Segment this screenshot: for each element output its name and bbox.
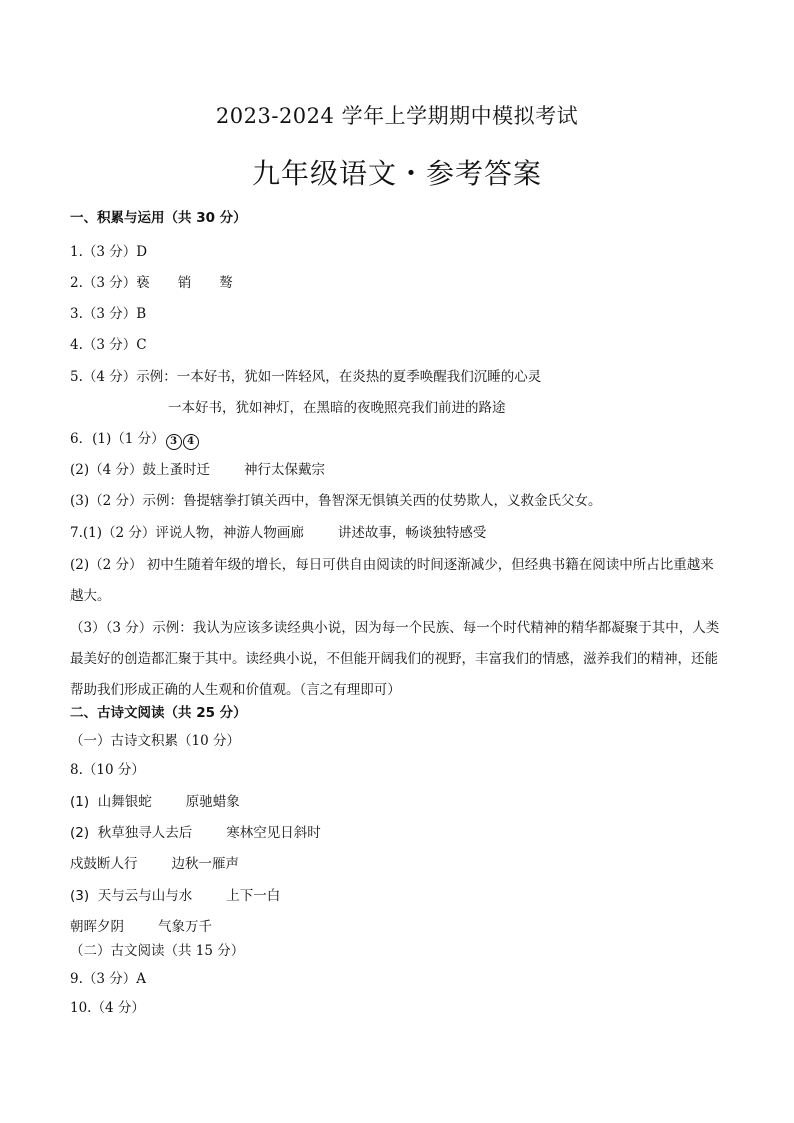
- q8-3: [70, 890, 280, 904]
- q8-1-label: (1): [70, 794, 90, 810]
- q8-1-a: 山舞银蛇: [97, 794, 152, 810]
- q8-1-b: 原驰蜡象: [185, 794, 240, 810]
- q8-heading: 8.（10 分）: [70, 762, 145, 778]
- q6-part1: [70, 433, 199, 450]
- q6-part1-prefix: 6．(1)（1 分）: [70, 431, 165, 447]
- q8-2-d: 边秋一雁声: [171, 856, 239, 872]
- section2-sub2: （二）古文阅读（共 15 分）: [70, 943, 245, 959]
- q5-answer-line2: 一本好书，犹如神灯，在黑暗的夜晚照亮我们前进的路途: [168, 400, 506, 416]
- q2-answer: [70, 277, 233, 291]
- q6-part3: (3)（2 分）示例：鲁提辖拳打镇关西中，鲁智深无惧镇关西的仗势欺人，义救金氏父女。: [70, 493, 602, 509]
- q7-part1: [70, 527, 486, 541]
- q7-part2: (2)（2 分） 初中生随着年级的增长，每日可供自由阅读的时间逐渐减少，但经典书籍在阅读中所占比重越来越大。: [70, 557, 714, 604]
- q1-answer: 1.（3 分）D: [70, 244, 148, 260]
- q8-3-cont: [70, 921, 212, 935]
- q7-part1-a: 评说人物，神游人物画廊: [155, 525, 304, 541]
- section2-sub1: （一）古诗文积累（10 分）: [70, 733, 240, 749]
- q2-char-2: 销: [177, 275, 192, 291]
- exam-title: 2023-2024 学年上学期期中模拟考试: [215, 104, 579, 128]
- q2-char-1: 亵: [136, 275, 150, 291]
- q6-part2-a: 鼓上蚤时迁: [142, 462, 211, 478]
- q6-part2-b: 神行太保戴宗: [244, 462, 326, 478]
- q6-part2: [70, 464, 325, 478]
- q8-2-b: 寒林空见日斜时: [226, 825, 321, 841]
- q6-part2-prefix: (2)（4 分）: [70, 462, 143, 478]
- q8-3-c: 朝晖夕阴: [70, 919, 124, 935]
- q8-2-label: (2): [70, 825, 90, 841]
- q8-1: [70, 796, 240, 810]
- q3-answer: 3.（3 分）B: [70, 306, 147, 322]
- q8-2-cont: [70, 858, 239, 872]
- answer-key-title: 九年级语文・参考答案: [251, 157, 542, 190]
- circled-4: 4: [183, 434, 199, 450]
- q4-answer: 4.（3 分）C: [70, 337, 147, 353]
- q8-2-a: 秋草独寻人去后: [97, 825, 193, 841]
- q10-heading: 10.（4 分）: [70, 1000, 145, 1016]
- q2-prefix: 2.（3 分）: [70, 275, 137, 291]
- q8-3-label: (3): [70, 888, 90, 904]
- q8-3-d: 气象万千: [158, 919, 212, 935]
- section2-heading: 二、古诗文阅读（共 25 分）: [70, 705, 247, 721]
- q2-char-3: 骜: [219, 275, 233, 291]
- q8-2-c: 戍鼓断人行: [70, 856, 138, 872]
- q5-answer-line1: 5.（4 分）示例：一本好书，犹如一阵轻风，在炎热的夏季唤醒我们沉睡的心灵: [70, 369, 542, 385]
- circled-3: 3: [166, 434, 182, 450]
- q7-part1-prefix: 7.(1)（2 分）: [70, 525, 156, 541]
- q8-3-a: 天与云与山与水: [97, 888, 193, 904]
- q9-answer: 9.（3 分）A: [70, 971, 147, 987]
- q7-part1-b: 讲述故事，畅谈独特感受: [337, 525, 487, 541]
- section1-heading: 一、积累与运用（共 30 分）: [70, 210, 247, 226]
- q8-2: [70, 827, 321, 841]
- q7-part3: （3）（3 分）示例：我认为应该多读经典小说，因为每一个民族、每一个时代精神的精华都凝聚于其中，人类最美好的创造都汇聚于其中。读经典小说，不但能开阔我们的视野，丰富我们的情感，滋养我们的精神，还能帮助我们形成正确的人生观和价值观。（言之有理即可）: [70, 620, 720, 698]
- q8-3-b: 上下一白: [226, 888, 281, 904]
